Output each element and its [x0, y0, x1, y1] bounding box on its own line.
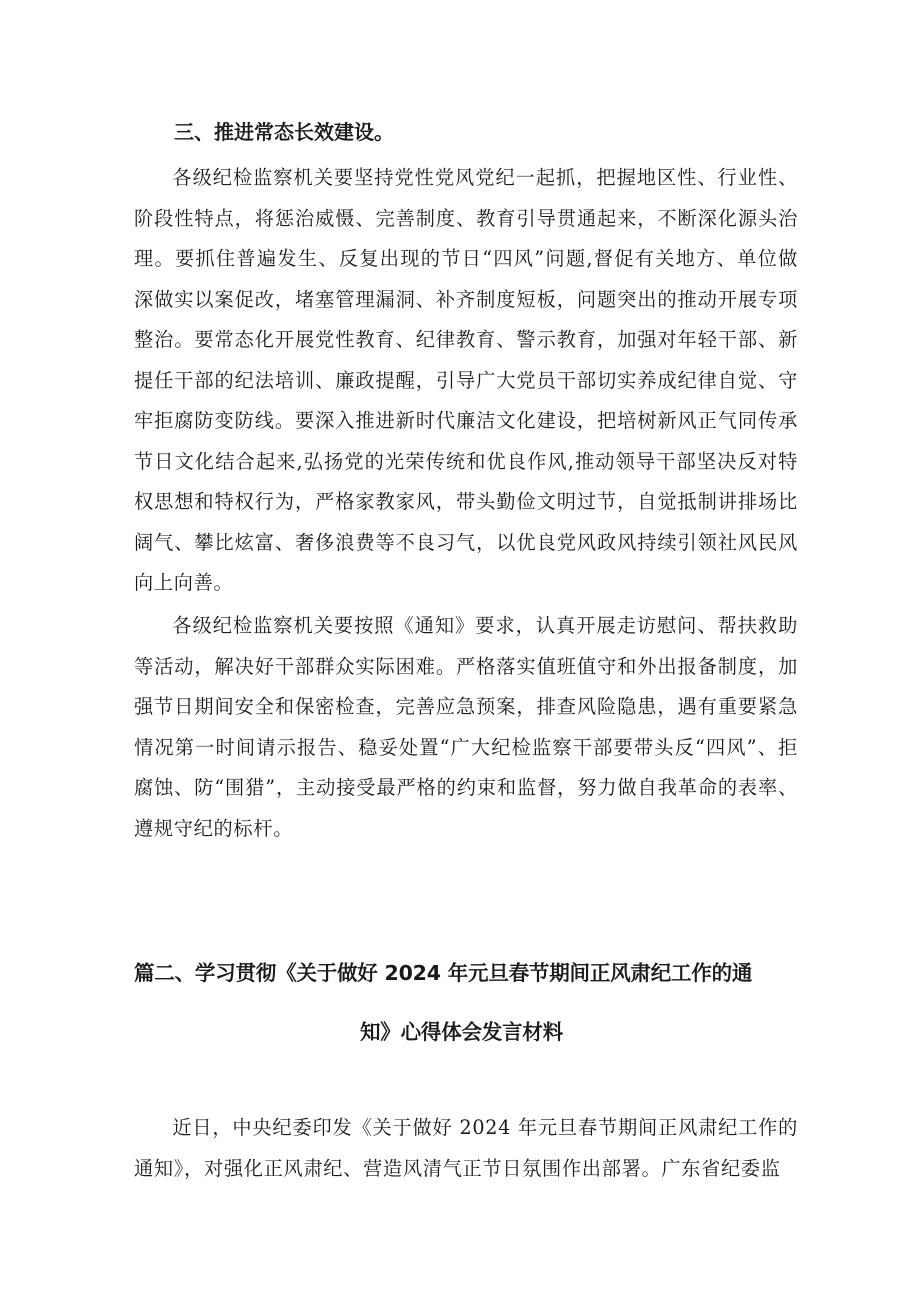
section-heading: 三、推进常态长效建设。 — [174, 120, 394, 144]
body-paragraph-1: 各级纪检监察机关要坚持党性党风党纪一起抓，把握地区性、行业性、阶段性特点，将惩治威慑、完善制度、教育引导贯通起来，不断深化源头治理。要抓住普遍发生、反复出现的节日“四风”问题,督促有关地方、单位做深做实以案促改，堵塞管理漏洞、补齐制度短板，问题突出的推动开展专项整治。要常态化开展党性教育、纪律教育、警示教育，加强对年轻干部、新提任干部的纪法培训、廉政提醒，引导广大党员干部切实养成纪律自觉、守牢拒腐防变防线。要深入推进新时代廉洁文化建设，把培树新风正气同传承节日文化结合起来,弘扬党的光荣传统和优良作风,推动领导干部坚决反对特权思想和特权行为，严格家教家风，带头勤俭文明过节，自觉抵制讲排场比阔气、攀比炫富、奢侈浪费等不良习气，以优良党风政风持续引领社风民风向上向善。 — [134, 166, 798, 594]
article-title-line-1: 篇二、学习贯彻《关于做好 2024 年元旦春节期间正风肃纪工作的通 — [134, 961, 753, 985]
article-intro-paragraph: 近日，中央纪委印发《关于做好 2024 年元旦春节期间正风肃纪工作的通知》，对强化正风肃纪、营造风清气正节日氛围作出部署。广东省纪委监 — [134, 1116, 798, 1180]
article-title-line-2: 知》心得体会发言材料 — [360, 1020, 563, 1044]
body-paragraph-2: 各级纪检监察机关要按照《通知》要求，认真开展走访慰问、帮扶救助等活动，解决好干部群众实际困难。严格落实值班值守和外出报备制度，加强节日期间安全和保密检查，完善应急预案，排查风险隐患，遇有重要紧急情况第一时间请示报告、稳妥处置“广大纪检监察干部要带头反“四风”、拒腐蚀、防“围猎”，主动接受最严格的约束和监督，努力做自我革命的表率、遵规守纪的标杆。 — [134, 614, 798, 840]
